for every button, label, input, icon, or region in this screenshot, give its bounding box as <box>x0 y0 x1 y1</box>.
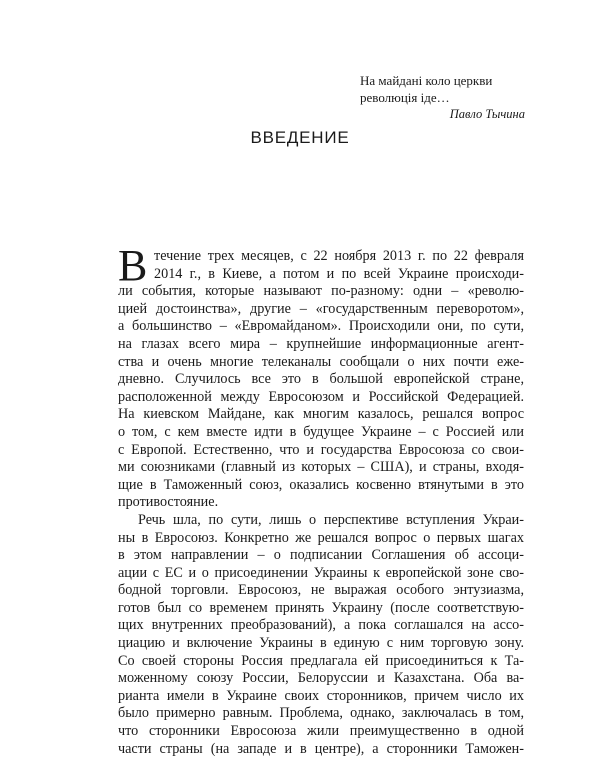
text-line: моженному союзу России, Белоруссии и Казахстана. Оба ва- <box>118 670 524 687</box>
text-line: Со своей стороны Россия предлагала ей присоединиться к Та- <box>118 652 524 669</box>
text-line: рианта имели в Украине своих сторонников, причем число их <box>118 687 524 704</box>
text-line: течение трех месяцев, с 22 ноября 2013 г. по 22 февраля <box>154 248 524 264</box>
epigraph-author: Павло Тычина <box>449 107 525 121</box>
text-line: дневно. Случилось все это в большой европейской стране, <box>118 371 524 388</box>
text-line: 2014 г., в Киеве, а потом и по всей Украине происходи- <box>154 265 524 282</box>
text-line: противостояние. <box>118 494 219 511</box>
text-line: щие в Таможенный союз, оказались косвенно втянутыми в это <box>118 476 524 493</box>
text-line: Речь шла, по сути, лишь о перспективе вступления Украи- <box>138 511 524 528</box>
text-line: ми союзниками (главный из которых – США), и страны, входя- <box>118 459 524 476</box>
text-line: а большинство – «Евромайданом». Происходили они, по сути, <box>118 318 524 335</box>
text-line: о том, с кем вместе идти в будущее Украине – с Россией или <box>118 423 524 440</box>
text-line: цией достоинства», другие – «государственным переворотом», <box>118 300 524 317</box>
text-line: было примерно равным. Проблема, однако, заключалась в том, <box>118 705 524 722</box>
text-line: ли события, которые называют по-разному: одни – «револю- <box>118 283 524 300</box>
text-line: что сторонники Евросоюза жили преимущественно в одной <box>118 723 524 740</box>
text-line: щих внутренних преобразований), а пока соглашался на ассо- <box>118 617 524 634</box>
text-line: ации с ЕС и о присоединении Украины к европейской зоне сво- <box>118 564 524 581</box>
text-line: бодной торговли. Евросоюз, не выражая особого энтузиазма, <box>118 582 524 599</box>
text-line: готов был со временем принять Украину (после соответствую- <box>118 599 524 616</box>
text-line: На киевском Майдане, как многим казалось, решался вопрос <box>118 406 524 423</box>
text-line: в этом направлении – о подписании Соглашения об ассоци- <box>118 547 524 564</box>
text-line: расположенной между Евросоюзом и Российской Федерацией. <box>118 388 524 405</box>
chapter-title: ВВЕДЕНИЕ <box>250 128 350 147</box>
epigraph-line-2: революція іде… <box>360 90 450 105</box>
text-line: циацию и включение Украины в единую с ним торговую зону. <box>118 635 524 652</box>
drop-cap: В <box>118 241 148 290</box>
text-line: с Европой. Естественно, что и государства Евросоюза со свои- <box>118 441 524 458</box>
text-line: ства и очень многие телеканалы сообщали о них почти еже- <box>118 353 524 370</box>
epigraph <box>360 72 525 123</box>
epigraph-line-1: На майдані коло церкви <box>360 73 493 88</box>
body-text <box>118 248 524 758</box>
text-line: части страны (на западе и в центре), а сторонники Таможен- <box>118 740 524 757</box>
text-line: на глазах всего мира – крупнейшие информационные агент- <box>118 335 524 352</box>
text-line: ны в Евросоюз. Конкретно же решался вопрос о первых шагах <box>118 529 524 546</box>
